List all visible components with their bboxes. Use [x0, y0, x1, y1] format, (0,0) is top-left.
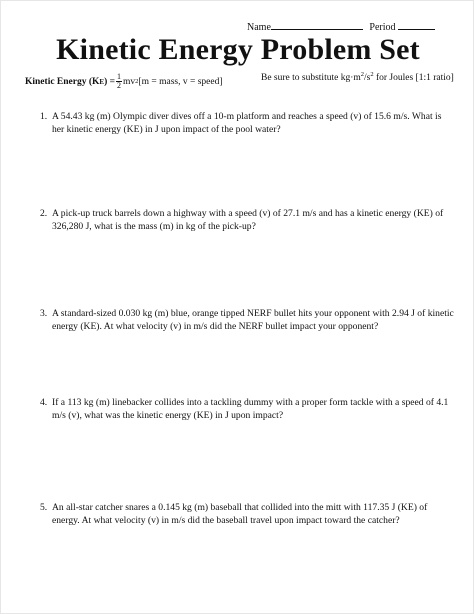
page-title: Kinetic Energy Problem Set	[56, 33, 420, 66]
problem-item	[27, 502, 455, 527]
formula-lhs-subscript: E	[99, 77, 105, 86]
formula-definitions: [m = mass, v = speed]	[138, 76, 223, 87]
period-blank[interactable]	[398, 20, 435, 30]
problem-number: 3.	[40, 308, 48, 319]
formula-lhs: Kinetic Energy (K	[25, 76, 100, 87]
problem-text: If a 113 kg (m) linebacker collides into a tackling dummy with a proper form tackle with a speed of 4.1 m/s (v), what was the kinetic energy (KE) in J upon impact?	[52, 397, 449, 421]
problem-number: 5.	[40, 502, 48, 513]
formula-lhs-end: ) =	[104, 76, 116, 87]
period-label: Period	[369, 22, 396, 33]
problem-text: A standard-sized 0.030 kg (m) blue, orange tipped NERF bullet hits your opponent with 2.94 J of kinetic energy (KE). At what velocity (v) in m/s did the NERF bullet impact your opponent?	[52, 308, 454, 332]
problem-item	[27, 208, 455, 233]
fraction-numerator: 1	[117, 72, 122, 81]
name-blank[interactable]	[271, 20, 363, 30]
fraction-denominator: 2	[117, 81, 122, 90]
problem-number: 1.	[40, 111, 48, 122]
note-text-before: Be sure to substitute kg·m	[261, 73, 361, 83]
note-exponent-2: 2	[370, 70, 374, 78]
note-exponent: 2	[360, 70, 364, 78]
problem-item	[27, 397, 455, 422]
problem-item	[27, 308, 455, 333]
problem-item	[27, 111, 455, 136]
formula-fraction	[116, 73, 122, 90]
name-label: Name	[247, 22, 271, 33]
note-text-after: for Joules [1:1 ratio]	[373, 73, 454, 83]
problem-text: A pick-up truck barrels down a highway with a speed (v) of 27.1 m/s and has a kinetic energy (KE) of 326,280 J, what is the mass (m) in kg of the pick-up?	[52, 208, 444, 232]
note-text-mid: /s	[364, 73, 371, 83]
kinetic-energy-formula: Kinetic Energy (K E ) = $\frac{1}{2}$ mv 2 [m = mass, v = speed]	[25, 72, 223, 90]
problem-text: A 54.43 kg (m) Olympic diver dives off a 10-m platform and reaches a speed (v) of 15.6 m/s. What is her kinetic energy (KE) in J upon impact of the pool water?	[52, 111, 442, 135]
problem-number: 4.	[40, 397, 48, 408]
units-note	[261, 70, 454, 83]
formula-rhs: mv	[123, 76, 136, 87]
problem-text: An all-star catcher snares a 0.145 kg (m) baseball that collided into the mitt with 117.35 J (KE) of energy. At what velocity (v) in m/s did the baseball travel upon impact toward the catcher?	[52, 502, 428, 526]
name-period-line	[247, 20, 435, 33]
problem-number: 2.	[40, 208, 48, 219]
